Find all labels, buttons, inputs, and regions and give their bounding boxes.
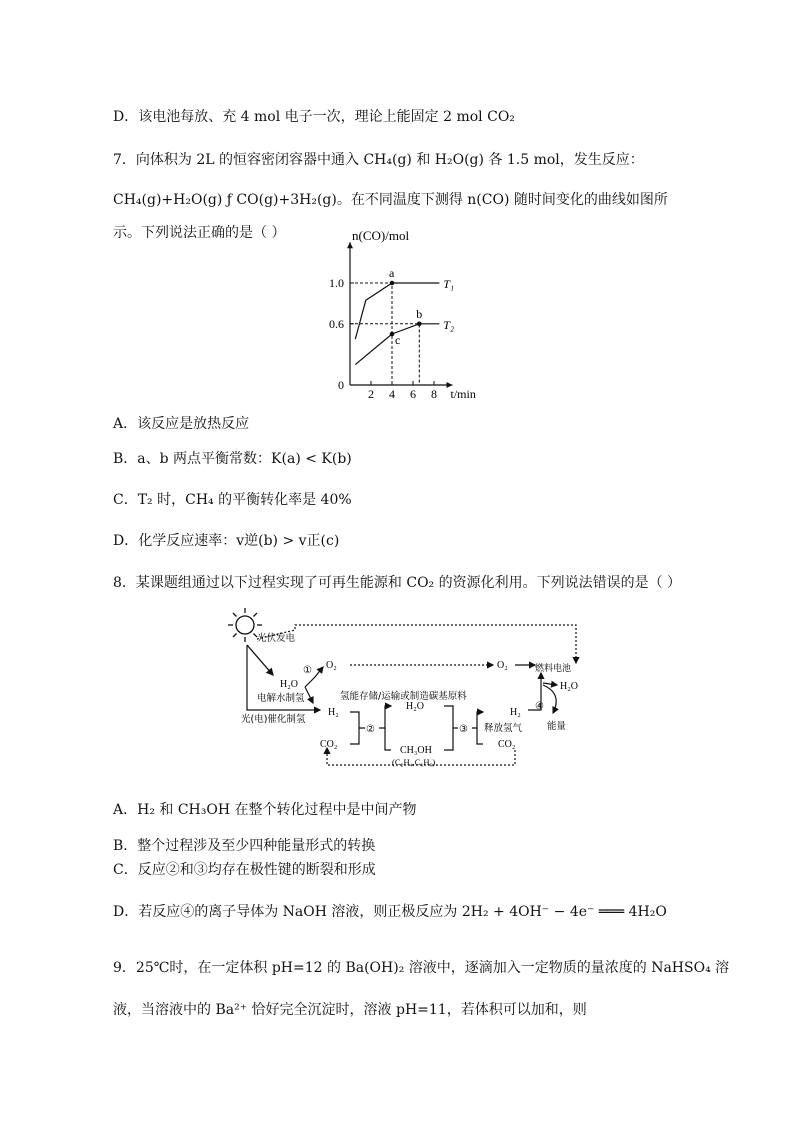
step1-label: ① bbox=[303, 665, 312, 676]
h2-left-label: H₂ bbox=[328, 707, 339, 718]
point-a bbox=[390, 281, 395, 286]
q7-option-a: A．该反应是放热反应 bbox=[113, 416, 250, 432]
photo-label: 光(电)催化制氢 bbox=[241, 714, 306, 725]
step3-bracket bbox=[444, 706, 458, 750]
q8-stem: 8．某课题组通过以下过程实现了可再生能源和 CO₂ 的资源化利用。下列说法错误的是（ ） bbox=[113, 575, 682, 591]
q7-option-b: B．a、b 两点平衡常数：K(a) < K(b) bbox=[113, 451, 352, 467]
h2o-right-label: H₂O bbox=[560, 681, 578, 692]
o2-left-label: O₂ bbox=[326, 660, 337, 671]
series-line-1 bbox=[355, 283, 439, 339]
fuel-cell-label: 燃料电池 bbox=[535, 664, 572, 674]
q7-option-d: D．化学反应速率：v逆(b) > v正(c) bbox=[113, 533, 340, 549]
y-axis-label: n(CO)/mol bbox=[352, 228, 410, 244]
h2o-left-label: H₂O bbox=[280, 679, 298, 690]
co2-left-label: CO₂ bbox=[320, 739, 338, 750]
x-tick-label-8: 8 bbox=[431, 387, 437, 401]
methanol-alt-label: (C₂H₄,C₆H₆) bbox=[392, 757, 436, 767]
step3-label: ③ bbox=[459, 724, 468, 735]
y-tick-label-0: 0 bbox=[338, 378, 344, 392]
point-c bbox=[390, 332, 395, 337]
q9-line-2: 液，当溶液中的 Ba²⁺ 恰好完全沉淀时，溶液 pH=11，若体积可以加和，则 bbox=[113, 1002, 587, 1018]
sun-to-water-arrow bbox=[247, 645, 273, 675]
q7-stem-line-3: 示。下列说法正确的是（ ） bbox=[113, 225, 286, 241]
q7-chart bbox=[325, 228, 495, 410]
h2o-mid-label: H₂O bbox=[406, 701, 424, 712]
fuel-cell-water-arrow bbox=[543, 683, 557, 685]
step2-bracket bbox=[350, 712, 365, 744]
q7-stem-line-1: 7．向体积为 2L 的恒容密闭容器中通入 CH₄(g) 和 H₂O(g) 各 1.5 mol，发生反应： bbox=[113, 152, 644, 168]
step3-arrow bbox=[472, 712, 483, 728]
step2-label: ② bbox=[366, 724, 375, 735]
q6-option-d: D．该电池每放、充 4 mol 电子一次，理论上能固定 2 mol CO₂ bbox=[113, 109, 515, 125]
series-label-1: T₁ bbox=[443, 277, 455, 291]
q8-option-d: D．若反应④的离子导体为 NaOH 溶液，则正极反应为 2H₂ + 4OH⁻ − 4e⁻ ═══ 4H₂O bbox=[113, 904, 667, 920]
q8-option-b: B．整个过程涉及至少四种能量形式的转换 bbox=[113, 838, 376, 854]
storage-label: 氢能存储/运输或制造碳基原料 bbox=[340, 691, 467, 702]
x-tick-label-4: 4 bbox=[389, 387, 395, 401]
energy-label: 能量 bbox=[547, 721, 567, 732]
q7-stem-line-2: CH₄(g)+H₂O(g) ƒ CO(g)+3H₂(g)。在不同温度下测得 n(CO) 随时间变化的曲线如图所 bbox=[113, 192, 668, 208]
guide-b bbox=[350, 324, 419, 385]
pv-label: 光伏发电 bbox=[257, 633, 296, 644]
q9-line-1: 9．25℃时，在一定体积 pH=12 的 Ba(OH)₂ 溶液中，逐滴加入一定物质的量浓度的 NaHSO₄ 溶 bbox=[113, 960, 730, 976]
point-b bbox=[417, 322, 422, 327]
release-label: 释放氢气 bbox=[484, 723, 523, 734]
x-axis-label: t/min bbox=[450, 387, 476, 401]
point-label-a: a bbox=[389, 266, 395, 280]
x-tick-label-6: 6 bbox=[410, 387, 416, 401]
pv-to-fuel-cell-dotted-line bbox=[257, 625, 576, 663]
y-tick-label-1.0: 1.0 bbox=[329, 276, 344, 290]
series-label-2: T₂ bbox=[443, 317, 455, 332]
q8-option-c: C．反应②和③均存在极性键的断裂和形成 bbox=[113, 862, 376, 878]
step4-label: ④ bbox=[535, 701, 544, 712]
electrolysis-label: 电解水制氢 bbox=[257, 693, 305, 704]
y-tick-label-0.6: 0.6 bbox=[329, 316, 344, 331]
o2-right-label: O₂ bbox=[497, 660, 508, 671]
co2-right-label: CO₂ bbox=[498, 739, 516, 750]
fuel-cell-energy-arrow bbox=[543, 685, 556, 713]
h2-right-label: H₂ bbox=[510, 707, 521, 718]
q7-option-c: C．T₂ 时，CH₄ 的平衡转化率是 40% bbox=[113, 492, 352, 508]
x-tick-label-2: 2 bbox=[368, 387, 374, 401]
step2-arrow bbox=[379, 706, 391, 728]
point-label-b: b bbox=[416, 306, 423, 321]
q8-option-a: A．H₂ 和 CH₃OH 在整个转化过程中是中间产物 bbox=[113, 802, 417, 818]
methanol-label: CH₃OH bbox=[400, 745, 432, 756]
point-label-c: c bbox=[395, 333, 401, 347]
q8-process-diagram bbox=[225, 605, 605, 780]
